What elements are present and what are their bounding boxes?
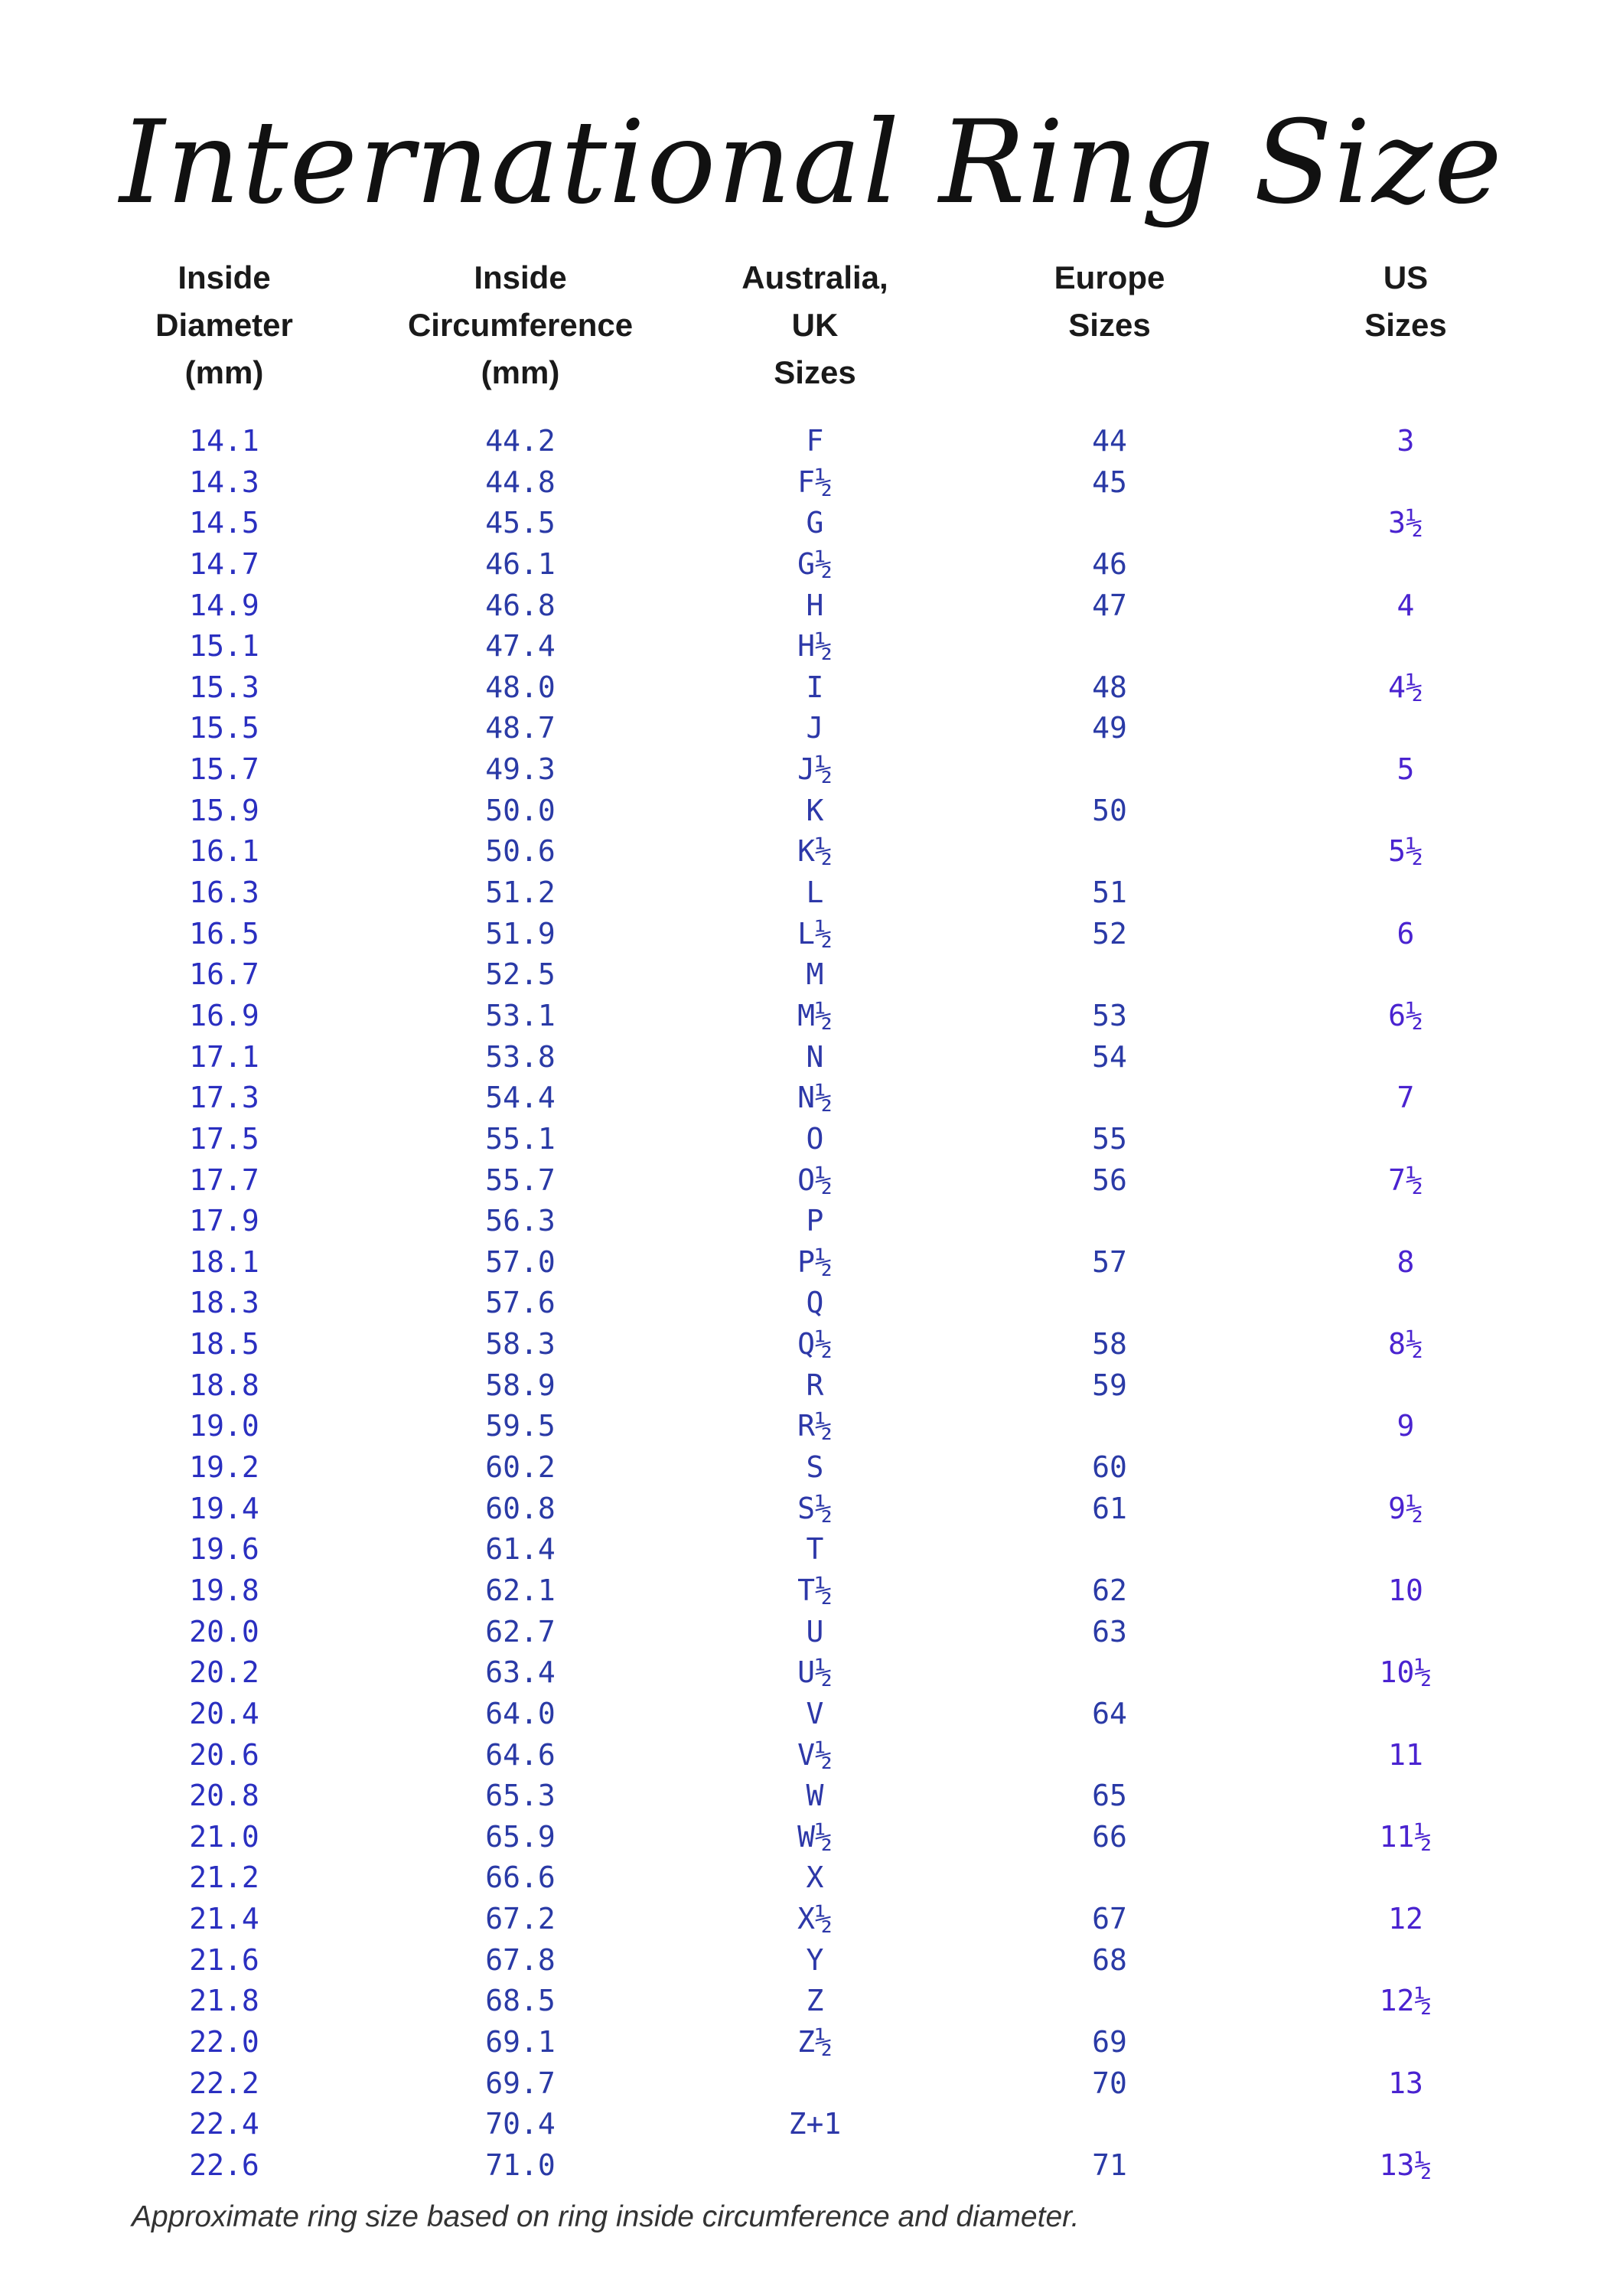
header-label: UK	[791, 307, 839, 343]
cell-uk-size: Z½	[797, 2024, 833, 2059]
cell-uk-size: O½	[797, 1163, 833, 1197]
cell-us-size: 4½	[1388, 670, 1423, 704]
cell-inside-diameter: 21.8	[189, 1984, 259, 2018]
cell-us-size: 9	[1396, 1409, 1415, 1443]
cell-uk-size: R	[806, 1368, 824, 1402]
cell-europe-size: 50	[1092, 793, 1127, 827]
header-inside-diameter	[64, 254, 385, 396]
footnote: Approximate ring size based on ring inside circumference and diameter.	[132, 2200, 1080, 2233]
cell-inside-circumference: 55.1	[485, 1121, 556, 1156]
cell-inside-diameter: 21.2	[189, 1861, 259, 1895]
cell-inside-diameter: 21.4	[189, 1902, 259, 1936]
cell-inside-circumference: 58.3	[485, 1327, 556, 1362]
cell-europe-size: 55	[1092, 1121, 1127, 1156]
cell-europe-size: 48	[1092, 670, 1127, 704]
cell-europe-size: 64	[1092, 1696, 1127, 1730]
table-row	[0, 1652, 1623, 1694]
cell-inside-diameter: 16.9	[189, 998, 259, 1032]
cell-inside-circumference: 53.8	[485, 1039, 556, 1074]
cell-inside-diameter: 18.3	[189, 1286, 259, 1320]
cell-inside-circumference: 56.3	[485, 1204, 556, 1238]
cell-inside-diameter: 20.2	[189, 1655, 259, 1690]
cell-us-size: 13½	[1379, 2148, 1432, 2182]
cell-inside-circumference: 60.2	[485, 1450, 556, 1485]
table-row	[0, 2022, 1623, 2063]
table-row	[0, 667, 1623, 709]
cell-uk-size: R½	[797, 1409, 833, 1443]
cell-europe-size: 66	[1092, 1819, 1127, 1854]
cell-europe-size: 59	[1092, 1368, 1127, 1402]
header-label: Australia,	[741, 259, 888, 295]
header-label: Sizes	[1364, 307, 1447, 343]
cell-inside-diameter: 20.8	[189, 1779, 259, 1813]
table-row	[0, 1119, 1623, 1160]
cell-inside-diameter: 20.0	[189, 1614, 259, 1649]
cell-uk-size: I	[806, 670, 824, 704]
ring-size-table	[0, 421, 1623, 2187]
cell-uk-size: P½	[797, 1244, 833, 1279]
cell-uk-size: N	[806, 1039, 824, 1074]
cell-inside-diameter: 16.3	[189, 876, 259, 910]
cell-europe-size: 69	[1092, 2024, 1127, 2059]
cell-inside-diameter: 18.8	[189, 1368, 259, 1402]
table-row	[0, 1735, 1623, 1776]
cell-europe-size: 65	[1092, 1779, 1127, 1813]
cell-uk-size: X	[806, 1861, 824, 1895]
cell-us-size: 3	[1396, 424, 1415, 458]
cell-uk-size: T½	[797, 1573, 833, 1607]
table-row	[0, 1037, 1623, 1078]
cell-uk-size: J	[806, 711, 824, 745]
cell-europe-size: 45	[1092, 465, 1127, 499]
cell-inside-diameter: 22.4	[189, 2107, 259, 2141]
table-row	[0, 421, 1623, 462]
table-row	[0, 1242, 1623, 1283]
cell-uk-size: U½	[797, 1655, 833, 1690]
cell-inside-circumference: 69.7	[485, 2066, 556, 2100]
cell-inside-circumference: 64.6	[485, 1737, 556, 1772]
cell-inside-circumference: 45.5	[485, 506, 556, 540]
cell-inside-diameter: 15.5	[189, 711, 259, 745]
cell-inside-circumference: 50.6	[485, 834, 556, 869]
cell-uk-size: P	[806, 1204, 824, 1238]
cell-inside-circumference: 61.4	[485, 1532, 556, 1567]
cell-inside-circumference: 47.4	[485, 629, 556, 664]
cell-inside-diameter: 22.2	[189, 2066, 259, 2100]
cell-us-size: 10	[1388, 1573, 1423, 1607]
cell-uk-size: Q	[806, 1286, 824, 1320]
cell-inside-circumference: 44.8	[485, 465, 556, 499]
cell-inside-circumference: 67.8	[485, 1942, 556, 1977]
cell-inside-diameter: 16.5	[189, 916, 259, 951]
cell-inside-circumference: 59.5	[485, 1409, 556, 1443]
table-row	[0, 1201, 1623, 1242]
cell-inside-circumference: 62.1	[485, 1573, 556, 1607]
cell-inside-diameter: 15.7	[189, 752, 259, 787]
cell-uk-size: J½	[797, 752, 833, 787]
table-row	[0, 1324, 1623, 1365]
cell-inside-diameter: 17.9	[189, 1204, 259, 1238]
cell-inside-diameter: 14.5	[189, 506, 259, 540]
cell-inside-circumference: 65.3	[485, 1779, 556, 1813]
cell-inside-diameter: 15.3	[189, 670, 259, 704]
cell-inside-diameter: 15.1	[189, 629, 259, 664]
cell-uk-size: W½	[797, 1819, 833, 1854]
header-australia-uk-sizes	[654, 254, 976, 396]
cell-europe-size: 61	[1092, 1491, 1127, 1525]
cell-inside-diameter: 15.9	[189, 793, 259, 827]
cell-uk-size: Y	[806, 1942, 824, 1977]
cell-inside-diameter: 14.9	[189, 588, 259, 622]
cell-inside-circumference: 54.4	[485, 1081, 556, 1115]
table-row	[0, 1406, 1623, 1447]
cell-inside-circumference: 55.7	[485, 1163, 556, 1197]
table-row	[0, 1570, 1623, 1612]
cell-europe-size: 63	[1092, 1614, 1127, 1649]
cell-uk-size: N½	[797, 1081, 833, 1115]
table-row	[0, 1447, 1623, 1489]
cell-us-size: 9½	[1388, 1491, 1423, 1525]
cell-uk-size: O	[806, 1121, 824, 1156]
cell-uk-size: H½	[797, 629, 833, 664]
cell-inside-circumference: 69.1	[485, 2024, 556, 2059]
table-row	[0, 1160, 1623, 1202]
cell-inside-circumference: 65.9	[485, 1819, 556, 1854]
cell-inside-diameter: 16.1	[189, 834, 259, 869]
cell-uk-size: F	[806, 424, 824, 458]
cell-europe-size: 46	[1092, 546, 1127, 581]
table-row	[0, 954, 1623, 996]
table-row	[0, 544, 1623, 585]
cell-inside-diameter: 14.1	[189, 424, 259, 458]
table-row	[0, 1899, 1623, 1940]
cell-inside-diameter: 21.6	[189, 1942, 259, 1977]
table-row	[0, 1283, 1623, 1324]
cell-inside-diameter: 19.4	[189, 1491, 259, 1525]
cell-inside-diameter: 22.6	[189, 2148, 259, 2182]
cell-inside-circumference: 50.0	[485, 793, 556, 827]
cell-inside-diameter: 20.4	[189, 1696, 259, 1730]
cell-uk-size: K	[806, 793, 824, 827]
cell-inside-diameter: 19.6	[189, 1532, 259, 1567]
cell-uk-size: G	[806, 506, 824, 540]
cell-inside-circumference: 48.0	[485, 670, 556, 704]
cell-inside-circumference: 62.7	[485, 1614, 556, 1649]
cell-uk-size: L½	[797, 916, 833, 951]
cell-us-size: 11½	[1379, 1819, 1432, 1854]
table-row	[0, 708, 1623, 749]
cell-europe-size: 53	[1092, 998, 1127, 1032]
table-row	[0, 1612, 1623, 1653]
table-row	[0, 2145, 1623, 2187]
header-europe-sizes	[949, 254, 1270, 349]
table-row	[0, 872, 1623, 914]
cell-inside-diameter: 17.1	[189, 1039, 259, 1074]
cell-uk-size: V	[806, 1696, 824, 1730]
cell-uk-size: S½	[797, 1491, 833, 1525]
header-label: Sizes	[1068, 307, 1151, 343]
cell-inside-diameter: 17.5	[189, 1121, 259, 1156]
table-row	[0, 1078, 1623, 1119]
cell-us-size: 4	[1396, 588, 1415, 622]
cell-inside-circumference: 60.8	[485, 1491, 556, 1525]
cell-uk-size: S	[806, 1450, 824, 1485]
cell-uk-size: F½	[797, 465, 833, 499]
cell-us-size: 8½	[1388, 1327, 1423, 1362]
cell-europe-size: 60	[1092, 1450, 1127, 1485]
header-label: Circumference	[407, 307, 634, 343]
cell-us-size: 6	[1396, 916, 1415, 951]
cell-inside-circumference: 58.9	[485, 1368, 556, 1402]
cell-inside-diameter: 17.3	[189, 1081, 259, 1115]
cell-uk-size: W	[806, 1779, 824, 1813]
cell-inside-circumference: 52.5	[485, 957, 556, 992]
cell-inside-diameter: 21.0	[189, 1819, 259, 1854]
cell-inside-diameter: 22.0	[189, 2024, 259, 2059]
cell-us-size: 8	[1396, 1244, 1415, 1279]
cell-europe-size: 49	[1092, 711, 1127, 745]
cell-uk-size: Q½	[797, 1327, 833, 1362]
table-row	[0, 791, 1623, 832]
cell-us-size: 13	[1388, 2066, 1423, 2100]
cell-uk-size: G½	[797, 546, 833, 581]
cell-europe-size: 47	[1092, 588, 1127, 622]
cell-us-size: 5½	[1388, 834, 1423, 869]
table-row	[0, 831, 1623, 872]
cell-us-size: 11	[1388, 1737, 1423, 1772]
cell-europe-size: 52	[1092, 916, 1127, 951]
cell-inside-circumference: 46.8	[485, 588, 556, 622]
cell-inside-circumference: 68.5	[485, 1984, 556, 2018]
cell-inside-diameter: 19.2	[189, 1450, 259, 1485]
cell-us-size: 6½	[1388, 998, 1423, 1032]
table-row	[0, 585, 1623, 627]
table-row	[0, 1857, 1623, 1899]
table-row	[0, 2063, 1623, 2105]
table-row	[0, 462, 1623, 504]
table-row	[0, 1365, 1623, 1407]
cell-uk-size: T	[806, 1532, 824, 1567]
cell-inside-diameter: 14.7	[189, 546, 259, 581]
cell-uk-size: U	[806, 1614, 824, 1649]
cell-uk-size: M½	[797, 998, 833, 1032]
table-row	[0, 1981, 1623, 2022]
cell-inside-diameter: 14.3	[189, 465, 259, 499]
header-inside-circumference	[360, 254, 681, 396]
header-label: US	[1383, 259, 1429, 295]
table-row	[0, 749, 1623, 791]
cell-us-size: 7½	[1388, 1163, 1423, 1197]
header-label: Diameter	[155, 307, 293, 343]
cell-inside-diameter: 20.6	[189, 1737, 259, 1772]
cell-inside-circumference: 44.2	[485, 424, 556, 458]
table-row	[0, 626, 1623, 667]
cell-uk-size: Z+1	[788, 2107, 842, 2141]
cell-us-size: 5	[1396, 752, 1415, 787]
cell-europe-size: 57	[1092, 1244, 1127, 1279]
table-row	[0, 996, 1623, 1037]
header-us-sizes	[1245, 254, 1566, 349]
cell-inside-circumference: 46.1	[485, 546, 556, 581]
cell-uk-size: X½	[797, 1902, 833, 1936]
cell-europe-size: 44	[1092, 424, 1127, 458]
cell-us-size: 7	[1396, 1081, 1415, 1115]
cell-europe-size: 70	[1092, 2066, 1127, 2100]
cell-uk-size: H	[806, 588, 824, 622]
header-label: Sizes	[774, 354, 856, 390]
cell-europe-size: 67	[1092, 1902, 1127, 1936]
cell-europe-size: 56	[1092, 1163, 1127, 1197]
table-row	[0, 1940, 1623, 1981]
cell-us-size: 10½	[1379, 1655, 1432, 1690]
header-label: Europe	[1054, 259, 1165, 295]
table-row	[0, 914, 1623, 955]
cell-uk-size: V½	[797, 1737, 833, 1772]
cell-europe-size: 54	[1092, 1039, 1127, 1074]
cell-inside-circumference: 49.3	[485, 752, 556, 787]
table-header	[0, 254, 1623, 407]
header-label: (mm)	[184, 354, 264, 390]
cell-inside-circumference: 64.0	[485, 1696, 556, 1730]
cell-uk-size: Z	[806, 1984, 824, 2018]
cell-inside-circumference: 71.0	[485, 2148, 556, 2182]
cell-us-size: 12½	[1379, 1984, 1432, 2018]
cell-inside-diameter: 16.7	[189, 957, 259, 992]
cell-uk-size: K½	[797, 834, 833, 869]
cell-inside-diameter: 19.8	[189, 1573, 259, 1607]
cell-uk-size: L	[806, 876, 824, 910]
cell-inside-circumference: 53.1	[485, 998, 556, 1032]
cell-inside-diameter: 19.0	[189, 1409, 259, 1443]
table-row	[0, 2104, 1623, 2145]
table-row	[0, 1694, 1623, 1735]
page-title: International Ring Size	[119, 96, 1504, 230]
cell-inside-circumference: 51.9	[485, 916, 556, 951]
cell-inside-circumference: 67.2	[485, 1902, 556, 1936]
cell-inside-circumference: 57.6	[485, 1286, 556, 1320]
cell-inside-circumference: 70.4	[485, 2107, 556, 2141]
table-row	[0, 503, 1623, 544]
header-label: Inside	[178, 259, 271, 295]
cell-us-size: 3½	[1388, 506, 1423, 540]
cell-europe-size: 71	[1092, 2148, 1127, 2182]
cell-inside-circumference: 66.6	[485, 1861, 556, 1895]
cell-us-size: 12	[1388, 1902, 1423, 1936]
table-row	[0, 1776, 1623, 1817]
cell-europe-size: 58	[1092, 1327, 1127, 1362]
cell-inside-circumference: 63.4	[485, 1655, 556, 1690]
cell-europe-size: 62	[1092, 1573, 1127, 1607]
cell-inside-diameter: 17.7	[189, 1163, 259, 1197]
cell-inside-diameter: 18.5	[189, 1327, 259, 1362]
cell-europe-size: 51	[1092, 876, 1127, 910]
cell-inside-diameter: 18.1	[189, 1244, 259, 1279]
table-row	[0, 1817, 1623, 1858]
header-label: (mm)	[481, 354, 560, 390]
header-label: Inside	[474, 259, 567, 295]
table-row	[0, 1489, 1623, 1530]
cell-europe-size: 68	[1092, 1942, 1127, 1977]
cell-inside-circumference: 51.2	[485, 876, 556, 910]
cell-uk-size: M	[806, 957, 824, 992]
cell-inside-circumference: 57.0	[485, 1244, 556, 1279]
table-row	[0, 1529, 1623, 1570]
cell-inside-circumference: 48.7	[485, 711, 556, 745]
